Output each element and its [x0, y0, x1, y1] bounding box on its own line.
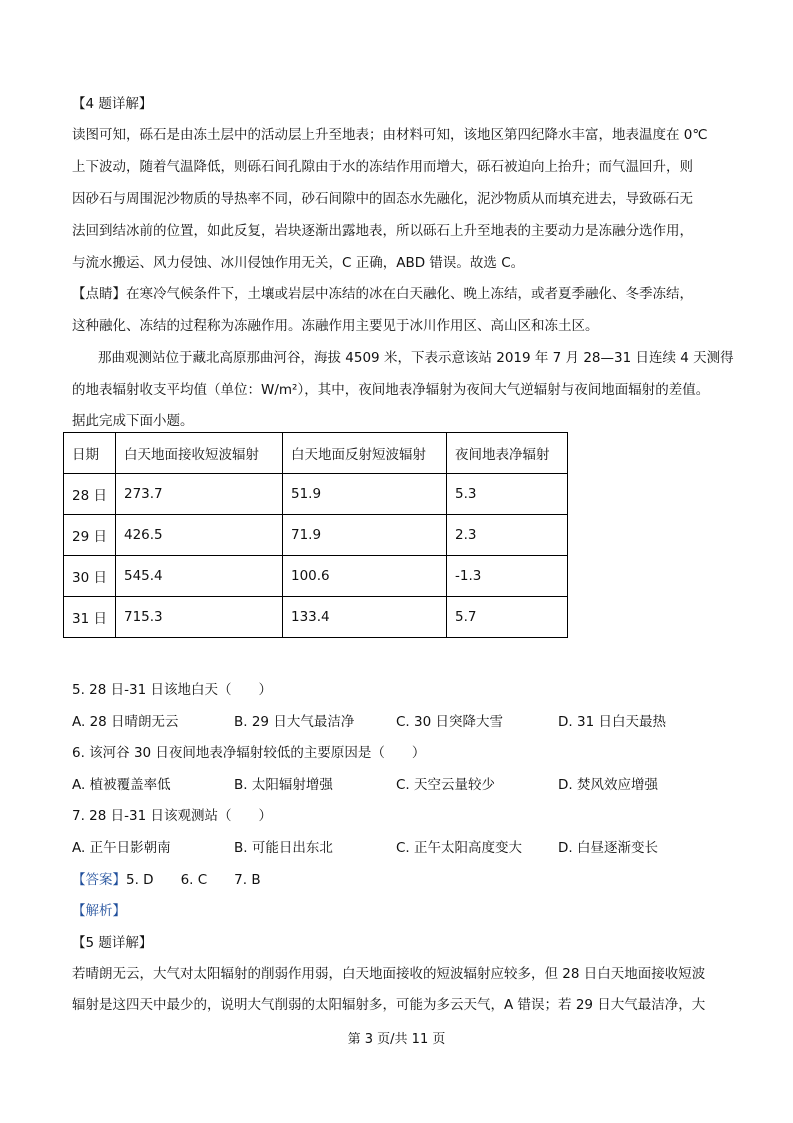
question-7-stem: 7. 28 日-31 日该观测站（ ）	[72, 808, 272, 824]
q5-heading: 【5 题详解】	[72, 935, 153, 951]
dianjing-label: 【点睛】	[72, 286, 126, 302]
header-reflected-shortwave: 白天地面反射短波辐射	[283, 433, 447, 474]
table-cell: 30 日	[64, 556, 116, 597]
header-date: 日期	[64, 433, 116, 474]
dianjing-text-1: 在寒冷气候条件下，土壤或岩层中冻结的冰在白天融化、晚上冻结，或者夏季融化、冬季冻结，	[126, 286, 693, 302]
header-received-shortwave: 白天地面接收短波辐射	[116, 433, 283, 474]
intro-line-2: 的地表辐射收支平均值（单位：W/m²），其中，夜间地表净辐射为夜间大气逆辐射与夜间地面辐射的差值。	[72, 382, 710, 398]
table-cell: 5.7	[447, 597, 568, 638]
dianjing-line-1	[72, 284, 724, 304]
table-cell: 28 日	[64, 474, 116, 515]
table-row	[64, 515, 568, 556]
page-number: 第 3 页/共 11 页	[347, 1032, 446, 1047]
question-5-options	[72, 712, 724, 732]
option-d: D. 焚风效应增强	[558, 777, 658, 793]
table-row	[64, 474, 568, 515]
question-7-options	[72, 838, 724, 858]
option-a: A. 28 日晴朗无云	[72, 714, 179, 730]
q4-line-2: 上下波动，随着气温降低，则砾石间孔隙由于水的冻结作用而增大，砾石被迫向上抬升；而气温回升，则	[72, 159, 693, 175]
analysis-label: 【解析】	[72, 903, 126, 919]
option-a: A. 植被覆盖率低	[72, 777, 171, 793]
option-c: C. 天空云量较少	[396, 777, 496, 793]
option-d: D. 白昼逐渐变长	[558, 840, 658, 856]
question-6-stem: 6. 该河谷 30 日夜间地表净辐射较低的主要原因是（ ）	[72, 745, 426, 761]
q4-line-4: 法回到结冰前的位置，如此反复，岩块逐渐出露地表，所以砾石上升至地表的主要动力是冻融分选作用，	[72, 223, 693, 239]
question-5-stem: 5. 28 日-31 日该地白天（ ）	[72, 682, 272, 698]
option-b: B. 太阳辐射增强	[234, 777, 333, 793]
table-cell: 133.4	[283, 597, 447, 638]
option-c: C. 30 日突降大雪	[396, 714, 503, 730]
table-cell: 29 日	[64, 515, 116, 556]
option-b: B. 可能日出东北	[234, 840, 333, 856]
table-cell: 545.4	[116, 556, 283, 597]
table-cell: 273.7	[116, 474, 283, 515]
q4-line-5: 与流水搬运、风力侵蚀、冰川侵蚀作用无关，C 正确，ABD 错误。故选 C。	[72, 255, 525, 271]
q4-line-3: 因砂石与周围泥沙物质的导热率不同，砂石间隙中的固态水先融化，泥沙物质从而填充进去，导致砾石无	[72, 191, 693, 207]
answer-label: 【答案】	[72, 872, 126, 888]
q5-line-2: 辐射是这四天中最少的，说明大气削弱的太阳辐射多，可能为多云天气，A 错误；若 29 日大气最洁净，大	[72, 997, 706, 1013]
question-6-options	[72, 775, 724, 795]
answer-text: 5. D 6. C 7. B	[126, 872, 261, 888]
table-cell: 5.3	[447, 474, 568, 515]
table-cell: 2.3	[447, 515, 568, 556]
radiation-table	[63, 432, 568, 638]
table-cell: 51.9	[283, 474, 447, 515]
answer-line	[72, 870, 724, 890]
option-b: B. 29 日大气最洁净	[234, 714, 355, 730]
option-c: C. 正午太阳高度变大	[396, 840, 523, 856]
table-cell: 426.5	[116, 515, 283, 556]
table-cell: 31 日	[64, 597, 116, 638]
table-cell: 715.3	[116, 597, 283, 638]
q4-line-1: 读图可知，砾石是由冻土层中的活动层上升至地表；由材料可知，该地区第四纪降水丰富，地表温度在 0℃	[72, 127, 708, 143]
table-row	[64, 597, 568, 638]
table-row	[64, 556, 568, 597]
dianjing-line-2: 这种融化、冻结的过程称为冻融作用。冻融作用主要见于冰川作用区、高山区和冻土区。	[72, 318, 599, 334]
table-cell: 71.9	[283, 515, 447, 556]
table-cell: 100.6	[283, 556, 447, 597]
header-night-net-radiation: 夜间地表净辐射	[447, 433, 568, 474]
intro-line-3: 据此完成下面小题。	[72, 413, 194, 429]
table-cell: -1.3	[447, 556, 568, 597]
table-header-row	[64, 433, 568, 474]
intro-line-1: 那曲观测站位于藏北高原那曲河谷，海拔 4509 米，下表示意该站 2019 年 7 月 28—31 日连续 4 天测得	[98, 350, 734, 366]
option-d: D. 31 日白天最热	[558, 714, 666, 730]
q4-heading: 【4 题详解】	[72, 96, 153, 112]
option-a: A. 正午日影朝南	[72, 840, 171, 856]
q5-line-1: 若晴朗无云，大气对太阳辐射的削弱作用弱，白天地面接收的短波辐射应较多，但 28 日白天地面接收短波	[72, 966, 706, 982]
